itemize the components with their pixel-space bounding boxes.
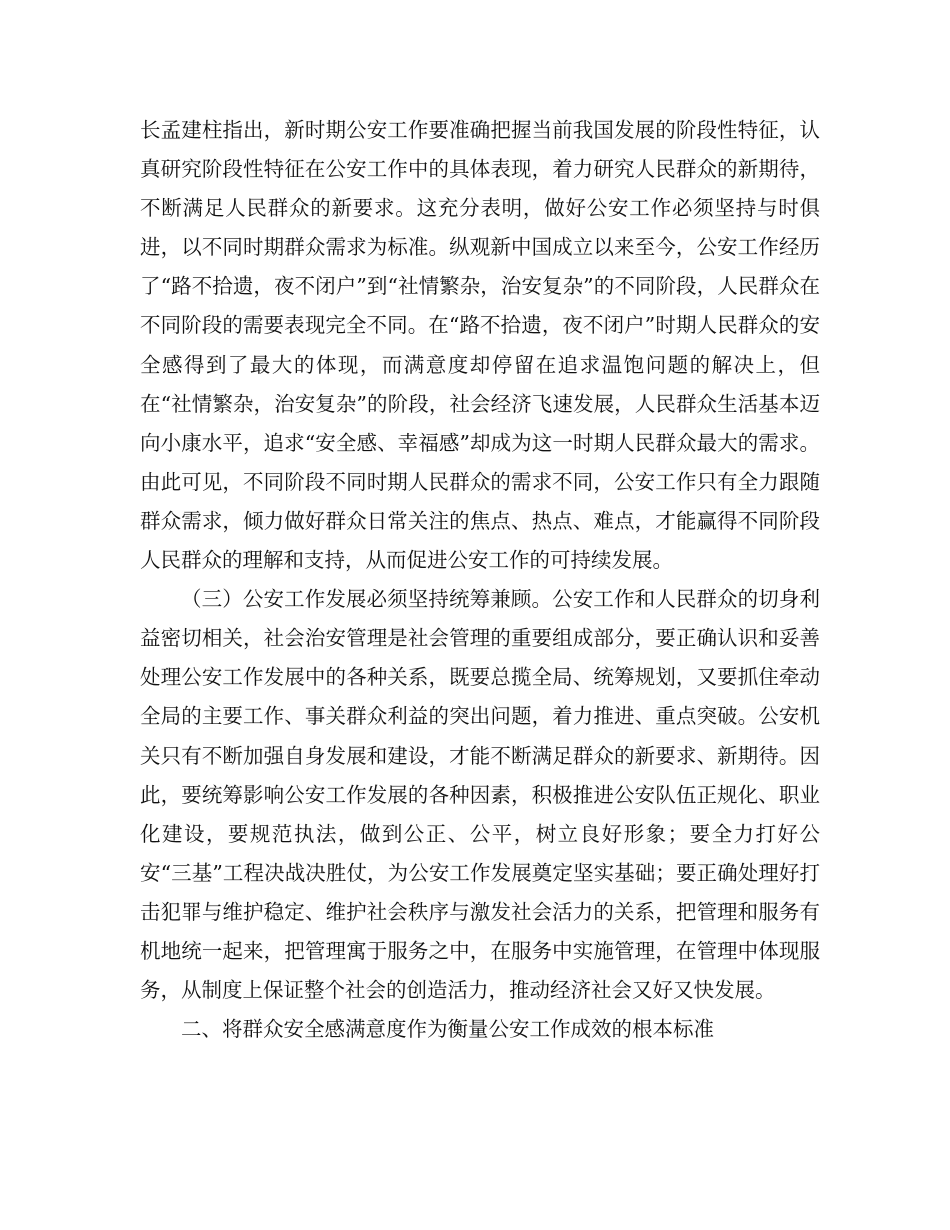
section-heading: 二、将群众安全感满意度作为衡量公安工作成效的根本标准 (181, 1017, 714, 1042)
body-paragraph-1: 长孟建柱指出，新时期公安工作要准确把握当前我国发展的阶段性特征，认真研究阶段性特征在公安工作中的具体表现，着力研究人民群众的新期待，不断满足人民群众的新要求。这充分表明，做好公安工作必须坚持与时俱进，以不同时期群众需求为标准。纵观新中国成立以来至今，公安工作经历了“路不拾遗，夜不闭户”到“社情繁杂，治安复杂”的不同阶段，人民群众在不同阶段的需要表现完全不同。在“路不拾遗，夜不闭户”时期人民群众的安全感得到了最大的体现，而满意度却停留在追求温饱问题的解决上，但在“社情繁杂，治安复杂”的阶段，社会经济飞速发展，人民群众生活基本迈向小康水平，追求“安全感、幸福感”却成为这一时期人民群众最大的需求。由此可见，不同阶段不同时期人民群众的需求不同，公安工作只有全力跟随群众需求，倾力做好群众日常关注的焦点、热点、难点，才能赢得不同阶段人民群众的理解和支持，从而促进公安工作的可持续发展。 (140, 118, 820, 573)
document-page (140, 111, 820, 1049)
body-paragraph-2: （三）公安工作发展必须坚持统筹兼顾。公安工作和人民群众的切身利益密切相关，社会治安管理是社会管理的重要组成部分，要正确认识和妥善处理公安工作发展中的各种关系，既要总揽全局、统筹规划，又要抓住牵动全局的主要工作、事关群众利益的突出问题，着力推进、重点突破。公安机关只有不断加强自身发展和建设，才能不断满足群众的新要求、新期待。因此，要统筹影响公安工作发展的各种因素，积极推进公安队伍正规化、职业化建设，要规范执法，做到公正、公平，树立良好形象；要全力打好公安“三基”工程决战决胜仗，为公安工作发展奠定坚实基础；要正确处理好打击犯罪与维护稳定、维护社会秩序与激发社会活力的关系，把管理和服务有机地统一起来，把管理寓于服务之中，在服务中实施管理，在管理中体现服务，从制度上保证整个社会的创造活力，推动经济社会又好又快发展。 (140, 587, 820, 1003)
